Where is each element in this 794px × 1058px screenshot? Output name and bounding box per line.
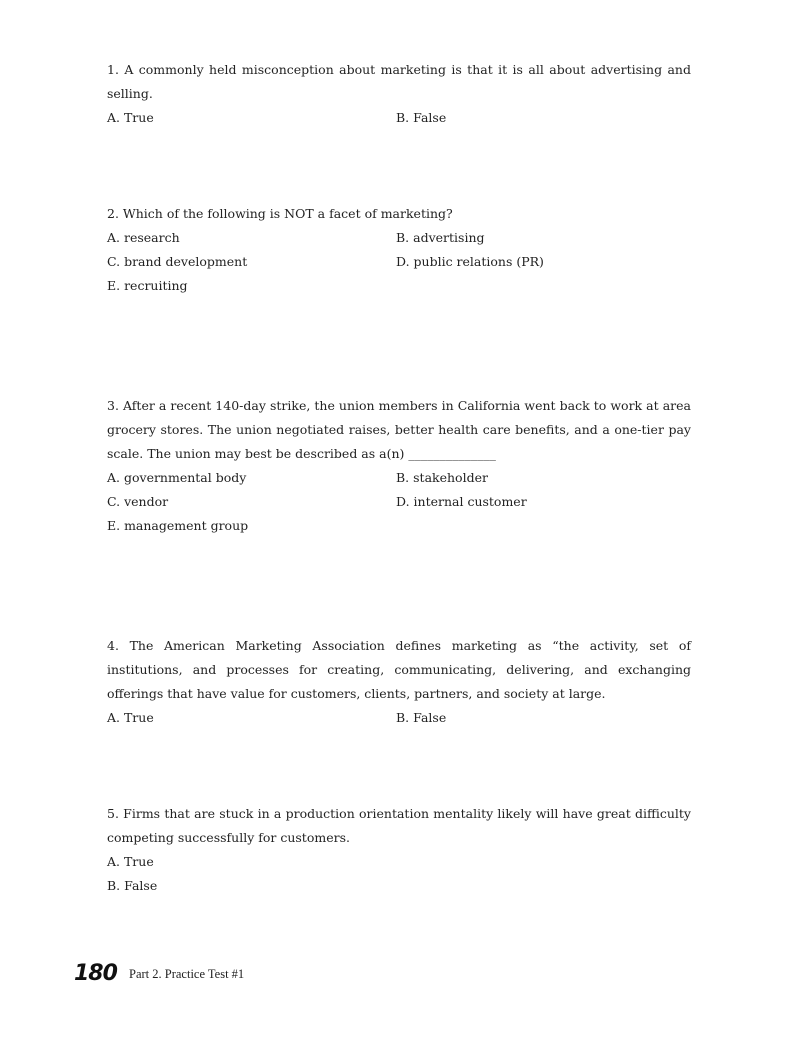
option-row (107, 514, 691, 538)
question-stem: 4. The American Marketing Association defines marketing as “the activity, set of institutions, and processes for creating, communicating, delivering, and exchanging offerings that have value for customers, clients, partners, and society at large. (107, 638, 691, 701)
option-row (107, 466, 691, 490)
option-c[interactable]: C. brand development (107, 254, 248, 269)
option-b[interactable]: B. False (396, 710, 447, 725)
section-label: Part 2. Practice Test #1 (129, 967, 245, 981)
question-stem: 2. Which of the following is NOT a facet of marketing? (107, 206, 453, 221)
option-d[interactable]: D. internal customer (396, 494, 527, 509)
option-e[interactable]: E. recruiting (107, 278, 188, 293)
question-4 (107, 634, 691, 730)
question-5 (107, 802, 691, 898)
option-b[interactable]: B. False (107, 878, 158, 893)
question-3 (107, 394, 691, 538)
option-row (107, 490, 691, 514)
option-row (107, 274, 691, 298)
question-stem: 3. After a recent 140-day strike, the union members in California went back to work at area grocery stores. The union negotiated raises, better health care benefits, and a one-tier pay scale. The union may best be described as a(n) ______________ (107, 398, 691, 461)
question-stem: 1. A commonly held misconception about marketing is that it is all about advertising and selling. (107, 62, 691, 101)
option-row (107, 706, 691, 730)
option-a[interactable]: A. True (107, 854, 154, 869)
option-b[interactable]: B. advertising (396, 230, 485, 245)
option-a[interactable]: A. research (107, 230, 180, 245)
option-b[interactable]: B. stakeholder (396, 470, 488, 485)
option-a[interactable]: A. True (107, 110, 154, 125)
question-stem: 5. Firms that are stuck in a production orientation mentality likely will have great difficulty competing successfully for customers. (107, 806, 691, 845)
option-c[interactable]: C. vendor (107, 494, 169, 509)
option-row (107, 250, 691, 274)
option-d[interactable]: D. public relations (PR) (396, 254, 544, 269)
option-row (107, 226, 691, 250)
option-a[interactable]: A. True (107, 710, 154, 725)
option-row (107, 850, 691, 874)
option-b[interactable]: B. False (396, 110, 447, 125)
question-2 (107, 202, 691, 298)
option-a[interactable]: A. governmental body (107, 470, 247, 485)
option-row (107, 106, 691, 130)
option-e[interactable]: E. management group (107, 518, 249, 533)
option-row (107, 874, 691, 898)
question-1 (107, 58, 691, 130)
page-number: 180 (74, 961, 117, 986)
